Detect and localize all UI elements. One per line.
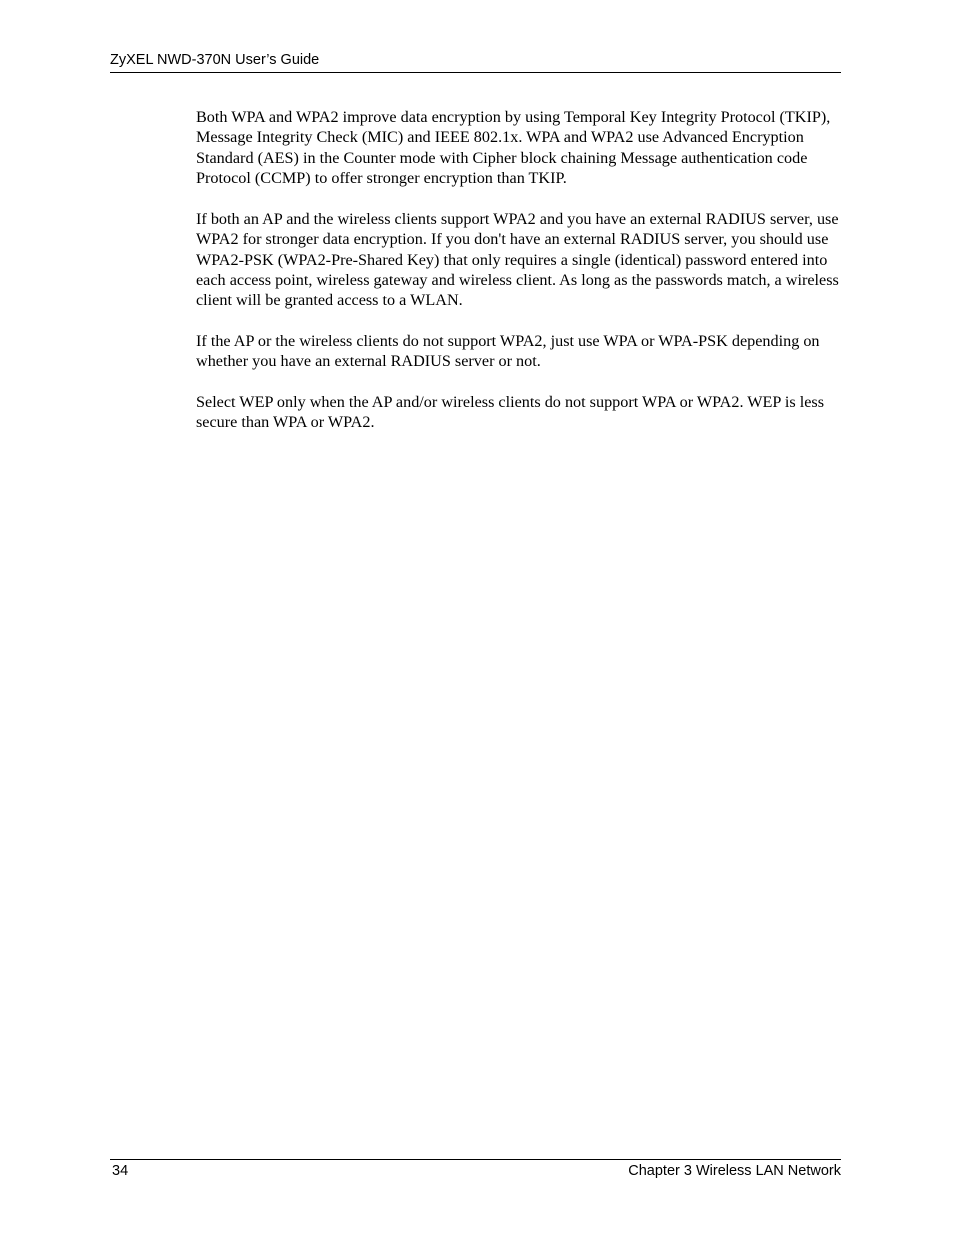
paragraph-wep: Select WEP only when the AP and/or wireless clients do not support WPA or WPA2. WEP is less secure than WPA or WPA2. [196, 393, 824, 432]
guide-title: ZyXEL NWD-370N User’s Guide [110, 52, 320, 68]
running-footer [110, 1159, 841, 1182]
body-text [196, 107, 846, 453]
paragraph-wpa2-radius: If both an AP and the wireless clients support WPA2 and you have an external RADIUS server, use WPA2 for stronger data encryption. If you don't have an external RADIUS server, you should use WPA2-PSK (WPA2-Pre-Shared Key) that only requires a single (identical) password entered into each access point, wireless gateway and wireless client. As long as the passwords match, a wireless client will be granted access to a WLAN. [196, 209, 839, 310]
paragraph-wpa-psk: If the AP or the wireless clients do not support WPA2, just use WPA or WPA-PSK depending on whether you have an external RADIUS server or not. [196, 332, 820, 371]
paragraph-wpa-wpa2-encryption: Both WPA and WPA2 improve data encryption by using Temporal Key Integrity Protocol (TKIP), Message Integrity Check (MIC) and IEEE 802.1x. WPA and WPA2 use Advanced Encryption Standard (AES) in the Counter mode with Cipher block chaining Message authentication code Protocol (CCMP) to offer stronger encryption than TKIP. [196, 108, 831, 188]
running-header [110, 51, 841, 73]
chapter-title: Chapter 3 Wireless LAN Network [628, 1163, 841, 1179]
page-number: 34 [112, 1163, 129, 1179]
